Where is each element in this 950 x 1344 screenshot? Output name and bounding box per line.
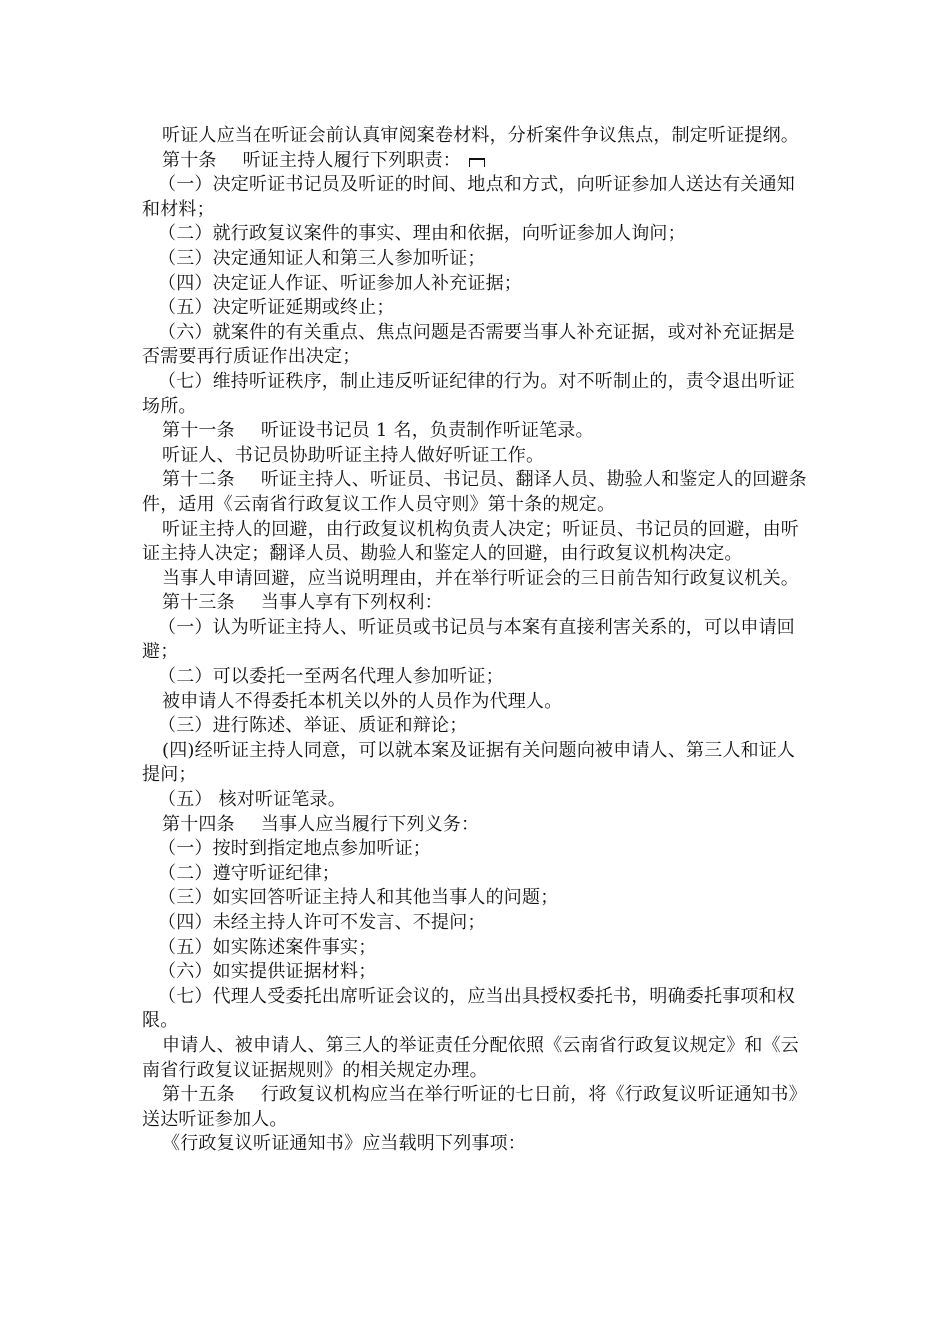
article-paragraph bbox=[142, 468, 812, 517]
paragraph: （二）遵守听证纪律； bbox=[158, 862, 340, 884]
paragraph: （三）如实回答听证主持人和其他当事人的问题； bbox=[158, 887, 559, 909]
paragraph: （四）决定证人作证、听证参加人补充证据； bbox=[158, 272, 522, 294]
article-text: 行政复议机构应当在举行听证的七日前，将《行政复议听证通知书》送达听证参加人。 bbox=[142, 1084, 807, 1130]
article-number: 第十五条 bbox=[162, 1084, 235, 1106]
article-number: 第十四条 bbox=[162, 813, 235, 835]
paragraph: （三）决定通知证人和第三人参加听证； bbox=[158, 247, 486, 269]
article-text: 听证设书记员 1 名，负责制作听证笔录。 bbox=[260, 420, 594, 442]
paragraph: （三）进行陈述、举证、质证和辩论； bbox=[158, 715, 468, 737]
paragraph: 被申请人不得委托本机关以外的人员作为代理人。 bbox=[162, 690, 563, 712]
document-body bbox=[142, 124, 812, 1157]
paragraph: （五） 核对听证笔录。 bbox=[158, 789, 346, 811]
paragraph: （一）认为听证主持人、听证员或书记员与本案有直接利害关系的，可以申请回避； bbox=[142, 616, 795, 663]
article-number: 第十三条 bbox=[162, 592, 235, 614]
paragraph: 申请人、被申请人、第三人的举证责任分配依照《云南省行政复议规定》和《云南省行政复议证据规则》的相关规定办理。 bbox=[142, 1034, 799, 1081]
article-number: 第十二条 bbox=[162, 469, 235, 491]
paragraph: 听证主持人的回避，由行政复议机构负责人决定；听证员、书记员的回避，由听证主持人决定；翻译人员、勘验人和鉴定人的回避，由行政复议机构决定。 bbox=[142, 518, 799, 565]
article-paragraph bbox=[142, 1083, 812, 1132]
paragraph: （五）如实陈述案件事实； bbox=[158, 936, 377, 958]
paragraph: 听证人、书记员协助听证主持人做好听证工作。 bbox=[162, 444, 545, 466]
article-paragraph bbox=[142, 149, 812, 174]
paragraph: 《行政复议听证通知书》应当载明下列事项： bbox=[162, 1133, 526, 1155]
article-text: 当事人享有下列权利： bbox=[260, 592, 443, 614]
paragraph: （六）如实提供证据材料； bbox=[158, 961, 377, 983]
paragraph: （一）按时到指定地点参加听证； bbox=[158, 838, 431, 860]
insertion-mark-icon bbox=[469, 158, 485, 167]
paragraph: （四）未经主持人许可不发言、不提问； bbox=[158, 912, 486, 933]
article-paragraph bbox=[142, 591, 812, 616]
paragraph: （五）决定听证延期或终止； bbox=[158, 297, 395, 319]
article-text: 听证主持人履行下列职责： bbox=[242, 149, 462, 171]
article-number: 第十一条 bbox=[162, 420, 235, 442]
paragraph: （七）维持听证秩序，制止违反听证纪律的行为。对不听制止的，责令退出听证场所。 bbox=[142, 370, 795, 417]
paragraph: 当事人申请回避，应当说明理由，并在举行听证会的三日前告知行政复议机关。 bbox=[162, 567, 799, 589]
article-text: 当事人应当履行下列义务： bbox=[260, 813, 480, 835]
article-paragraph bbox=[142, 813, 812, 838]
paragraph: （六）就案件的有关重点、焦点问题是否需要当事人补充证据，或对补充证据是否需要再行质证作出决定； bbox=[142, 321, 795, 368]
article-number: 第十条 bbox=[162, 149, 217, 171]
paragraph: （二）可以委托一至两名代理人参加听证； bbox=[158, 666, 504, 688]
paragraph: （一）决定听证书记员及听证的时间、地点和方式，向听证参加人送达有关通知和材料； bbox=[142, 174, 795, 220]
article-paragraph bbox=[142, 419, 812, 444]
paragraph: （二）就行政复议案件的事实、理由和依据，向听证参加人询问； bbox=[158, 223, 686, 245]
paragraph: 听证人应当在听证会前认真审阅案卷材料，分析案件争议焦点，制定听证提纲。 bbox=[162, 125, 799, 146]
paragraph: (四)经听证主持人同意，可以就本案及证据有关问题向被申请人、第三人和证人提问； bbox=[142, 739, 796, 786]
paragraph: （七）代理人受委托出席听证会议的，应当出具授权委托书，明确委托事项和权限。 bbox=[142, 985, 795, 1032]
article-text: 听证主持人、听证员、书记员、翻译人员、勘验人和鉴定人的回避条件，适用《云南省行政复议工作人员守则》第十条的规定。 bbox=[142, 469, 807, 515]
